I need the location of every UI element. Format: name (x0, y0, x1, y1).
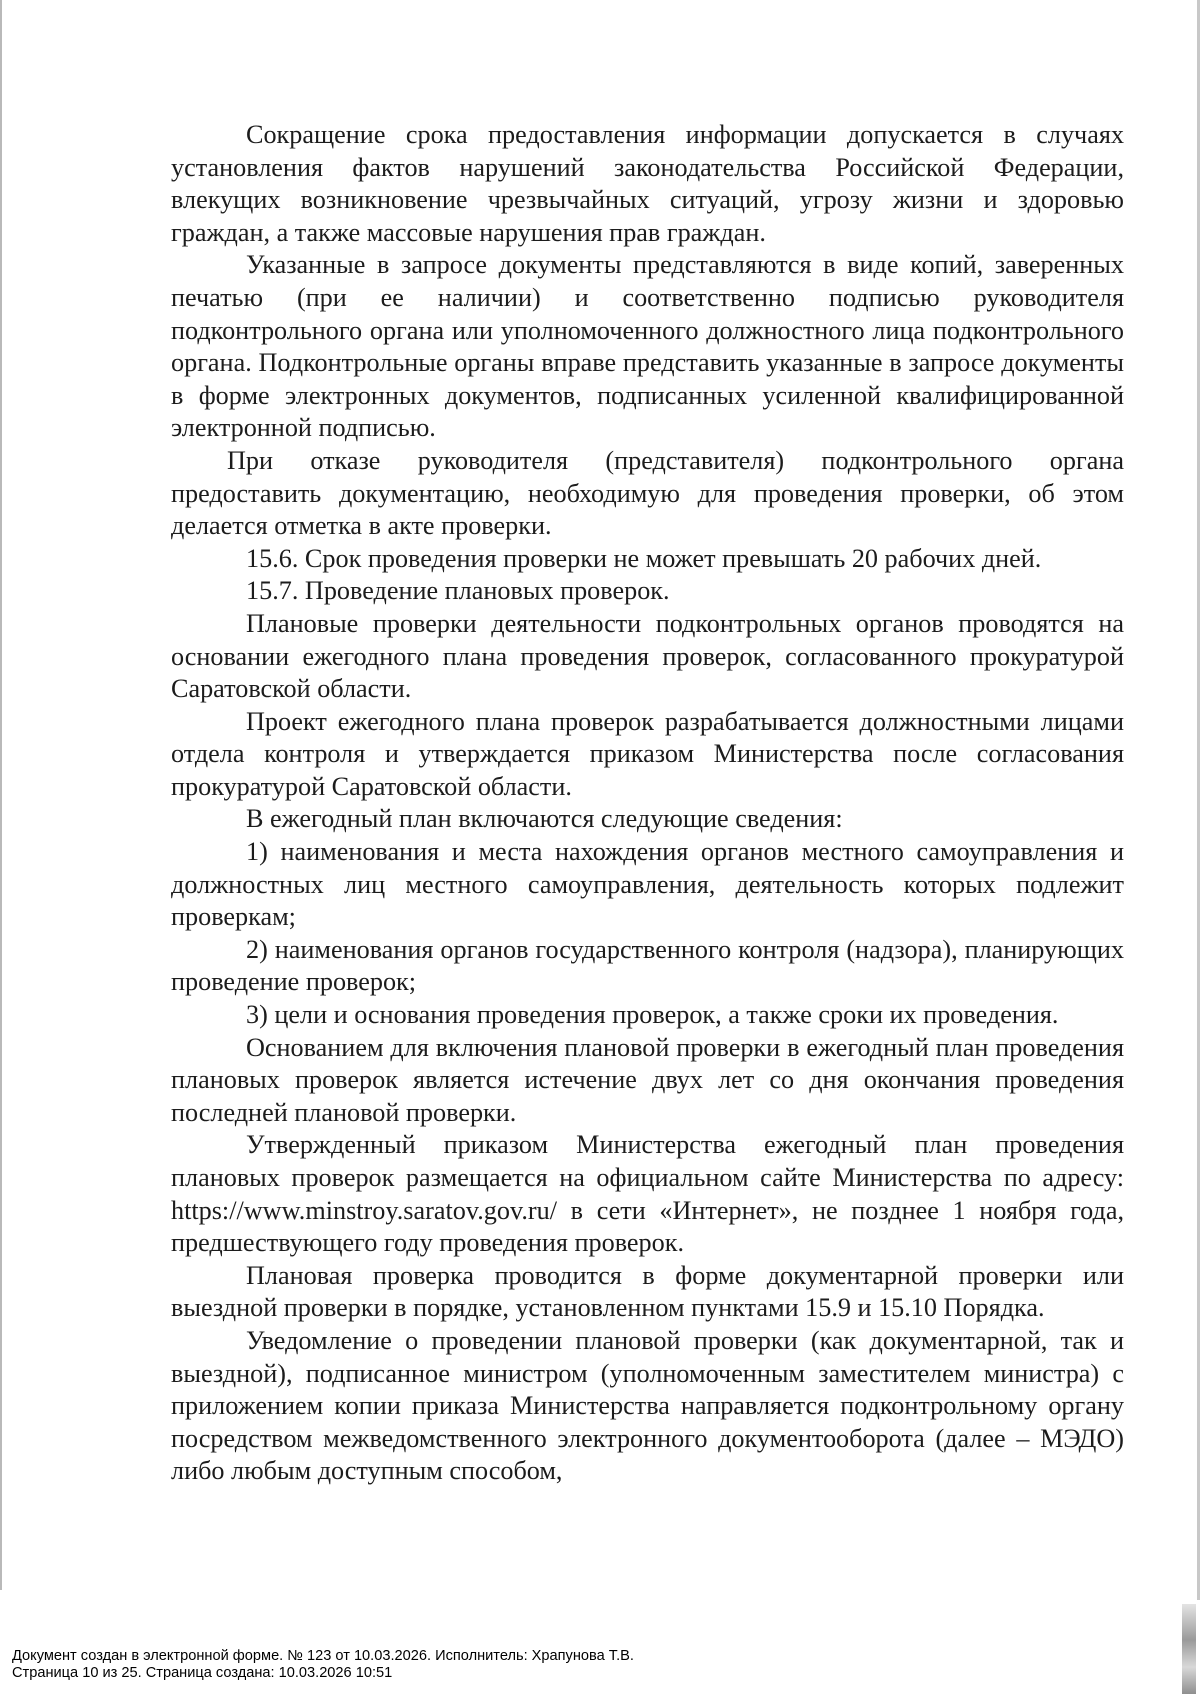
list-item: 2) наименования органов государственного контроля (надзора), планирующих проведение проверок; (171, 934, 1124, 997)
paragraph: Сокращение срока предоставления информации допускается в случаях установления фактов нарушений законодательства Российской Федерации, влекущих возникновение чрезвычайных ситуаций, угрозу жизни и здоровью граждан, а также массовые нарушения прав граждан. (171, 120, 1124, 247)
clause-15-7: 15.7. Проведение плановых проверок. (246, 576, 670, 606)
paragraph: Плановая проверка проводится в форме документарной проверки или выездной проверки в порядке, установленном пунктами 15.9 и 15.10 Порядка. (171, 1260, 1124, 1323)
footer-line-page-info: Страница 10 из 25. Страница создана: 10.03.2026 10:51 (12, 1665, 393, 1681)
clause-15-6: 15.6. Срок проведения проверки не может превышать 20 рабочих дней. (246, 543, 1042, 573)
document-body (171, 119, 1124, 1488)
document-footer (12, 1648, 634, 1682)
paragraph: Проект ежегодного плана проверок разрабатывается должностными лицами отдела контроля и утверждается приказом Министерства после согласования прокуратурой Саратовской области. (171, 706, 1124, 801)
paragraph: Основанием для включения плановой проверки в ежегодный план проведения плановых проверок является истечение двух лет со дня окончания проведения последней плановой проверки. (171, 1032, 1124, 1127)
list-item: 1) наименования и места нахождения органов местного самоуправления и должностных лиц местного самоуправления, деятельность которых подлежит проверкам; (171, 837, 1124, 932)
footer-line-document-info: Документ создан в электронной форме. № 123 от 10.03.2026. Исполнитель: Храпунова Т.В. (12, 1648, 634, 1664)
list-item: 3) цели и основания проведения проверок, а также сроки их проведения. (246, 1000, 1059, 1030)
scan-left-edge (0, 0, 2, 1590)
scan-edge-mark (1182, 1604, 1196, 1694)
paragraph: Уведомление о проведении плановой проверки (как документарной, так и выездной), подписанное министром (уполномоченным заместителем министра) с приложением копии приказа Министерства направляется подконтрольному органу посредством межведомственного электронного документооборота (далее – МЭДО) либо любым доступным способом, (171, 1325, 1124, 1486)
paragraph: При отказе руководителя (представителя) подконтрольного органа предоставить документацию, необходимую для проведения проверки, об этом делается отметка в акте проверки. (171, 445, 1124, 541)
paragraph: В ежегодный план включаются следующие сведения: (246, 804, 843, 834)
paragraph: Указанные в запросе документы представляются в виде копий, заверенных печатью (при ее наличии) и соответственно подписью руководителя подконтрольного органа или уполномоченного должностного лица подконтрольного органа. Подконтрольные органы вправе представить указанные в запросе документы в форме электронных документов, подписанных усиленной квалифицированной электронной подписью. (171, 250, 1124, 443)
paragraph: Плановые проверки деятельности подконтрольных органов проводятся на основании ежегодного плана проведения проверок, согласованного прокуратурой Саратовской области. (171, 608, 1124, 704)
paragraph: Утвержденный приказом Министерства ежегодный план проведения плановых проверок размещается на официальном сайте Министерства по адресу: https://www.minstroy.saratov.gov.ru/ в сети «Интернет», не позднее 1 ноября года, предшествующего году проведения проверок. (171, 1130, 1124, 1258)
